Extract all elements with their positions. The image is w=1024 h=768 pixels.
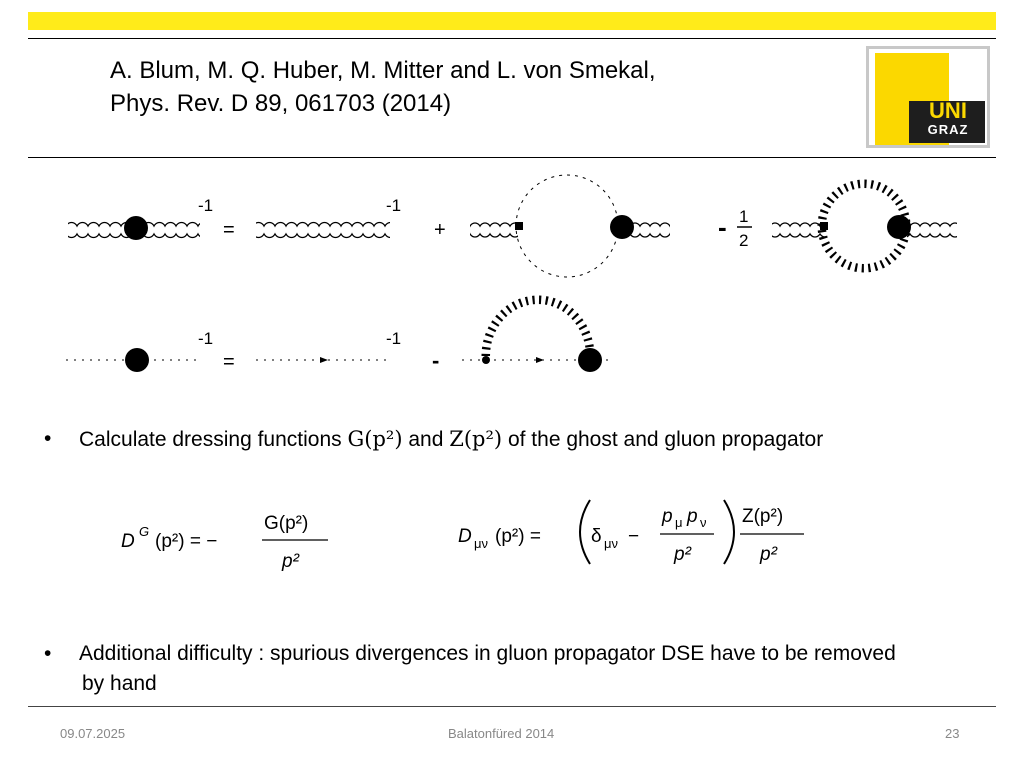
left-paren (580, 500, 590, 564)
p-mu-sub: μ (675, 515, 683, 530)
half-numerator: 1 (739, 207, 749, 226)
gluon-leg-right-2 (907, 219, 957, 239)
pmunu-den: p² (674, 544, 691, 565)
inverse-label: -1 (198, 196, 214, 215)
ghost-D: D (121, 531, 135, 552)
ghost-inverse-label-bare: -1 (386, 329, 402, 348)
ghost-dressed-vertex (578, 348, 602, 372)
reference-line-1: A. Blum, M. Q. Huber, M. Mitter and L. von Smekal, (110, 57, 656, 84)
footer-date: 09.07.2025 (60, 726, 126, 741)
reference-line-2: Phys. Rev. D 89, 061703 (2014) (110, 90, 452, 117)
inverse-label-bare: -1 (386, 196, 402, 215)
logo-graz-text: GRAZ (927, 122, 969, 137)
minus-sign: - (718, 212, 727, 242)
logo-uni-text: UNI (929, 98, 967, 123)
gluon-minus: − (628, 526, 640, 547)
bare-vertex-2 (820, 222, 828, 230)
bullet-marker-2: • (44, 642, 52, 665)
dse-diagrams (0, 160, 1024, 390)
bullet-2-line-1: Additional difficulty : spurious divergences in gluon propagator DSE have to be removed (79, 642, 896, 665)
plus-sign: + (434, 219, 446, 241)
propagator-formulas (0, 490, 1024, 580)
p-nu: p (687, 506, 698, 527)
gluon-arc-coils (486, 300, 590, 356)
bullet-pre: Calculate dressing functions (79, 428, 342, 451)
header-rule-bottom (28, 157, 996, 158)
right-paren (724, 500, 734, 564)
z-dressing: Z(p²) (449, 427, 503, 451)
gluon-D: D (458, 526, 472, 547)
ghost-bare-vertex (482, 356, 490, 364)
bare-vertex (515, 222, 523, 230)
delta-sub: μν (604, 536, 618, 551)
reference-citation (110, 54, 656, 120)
ghost-arg: (p²) = − (155, 531, 218, 552)
bullet-marker: • (44, 427, 52, 450)
ghost-arrow (320, 357, 328, 363)
footer-rule (28, 706, 996, 707)
z-num: Z(p²) (742, 506, 784, 527)
ghost-inverse-label: -1 (198, 329, 214, 348)
gluon-leg-left-2 (772, 219, 826, 239)
ghost-arrow-2 (536, 357, 544, 363)
bullet-text (79, 424, 823, 455)
gluon-arg: (p²) = (495, 526, 541, 547)
ghost-equals-sign: = (223, 351, 235, 373)
bullet-additional-difficulty (44, 639, 1004, 701)
gluon-propagator-formula (458, 500, 804, 565)
p-mu: p (662, 506, 673, 527)
bullet-dressing-functions (44, 424, 1004, 454)
gluon-leg-right (630, 219, 670, 239)
gluon-bare-propagator-line (256, 219, 390, 239)
ghost-full-blob (125, 348, 149, 372)
ghost-dse-row (66, 300, 612, 373)
gluon-leg-left (470, 219, 518, 239)
bullet-post: of the ghost and gluon propagator (507, 428, 824, 451)
footer-event: Balatonfüred 2014 (448, 726, 555, 741)
ghost-D-sup: G (139, 524, 150, 539)
equals-sign: = (223, 219, 235, 241)
ghost-den: p² (282, 551, 299, 572)
g-dressing: G(p²) (347, 427, 403, 451)
z-den: p² (760, 544, 777, 565)
footer-page-number: 23 (945, 726, 960, 741)
gluon-D-sub: μν (474, 536, 488, 551)
ghost-num: G(p²) (264, 513, 309, 534)
uni-graz-logo (866, 46, 990, 148)
bullet-2-line-2: by hand (82, 672, 157, 695)
ghost-loop (516, 175, 618, 277)
delta: δ (591, 526, 602, 547)
bullet-and: and (408, 428, 444, 451)
gluon-dse-row (68, 175, 957, 277)
half-denominator: 2 (739, 231, 749, 250)
top-accent-bar (28, 12, 996, 30)
full-propagator-blob (124, 216, 148, 240)
ghost-minus-sign: - (432, 348, 440, 373)
ghost-propagator-formula (121, 513, 328, 572)
header-rule-top (28, 38, 996, 39)
p-nu-sub: ν (700, 515, 707, 530)
